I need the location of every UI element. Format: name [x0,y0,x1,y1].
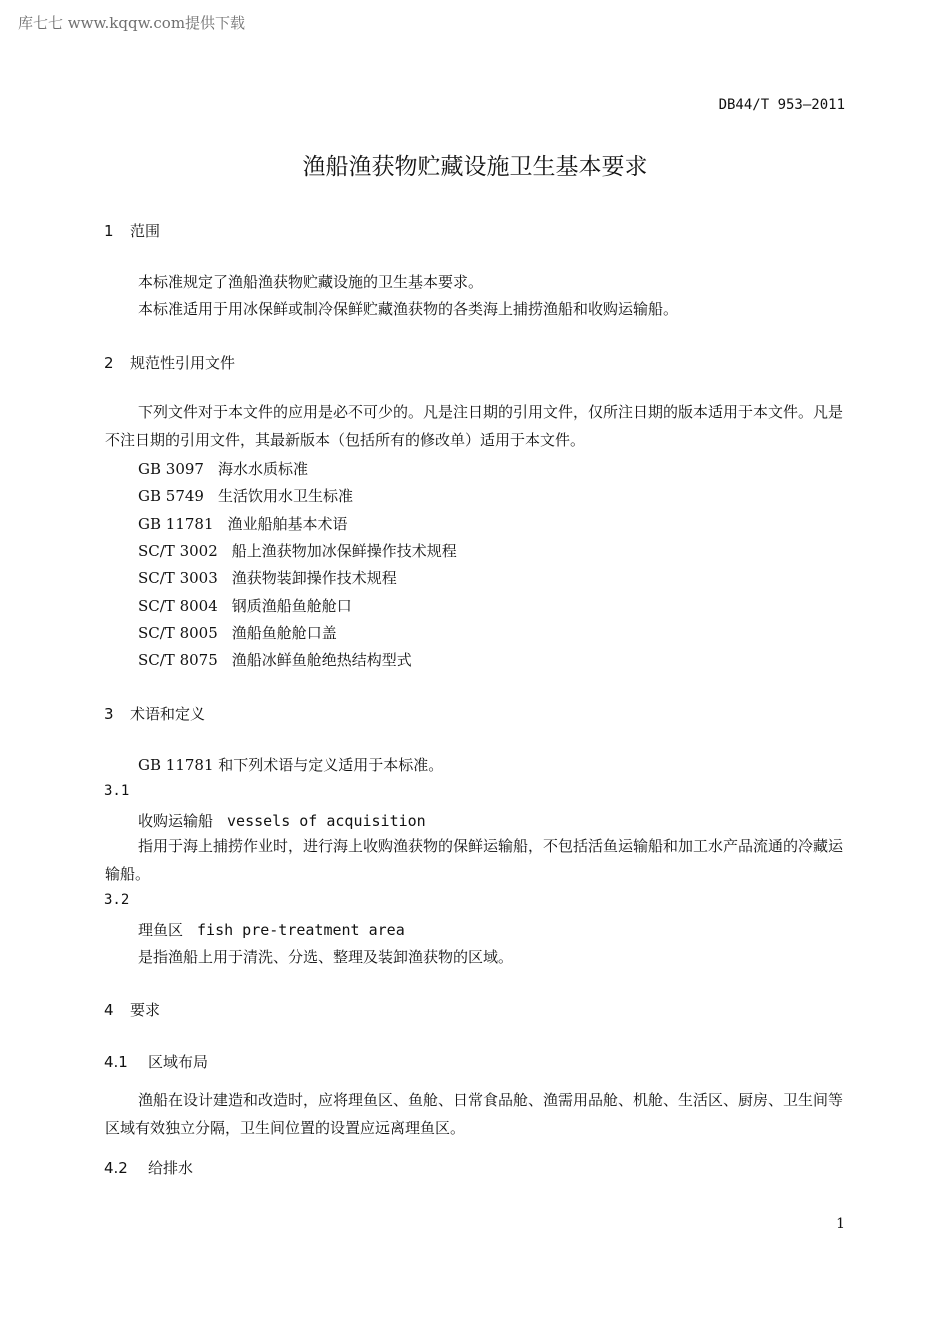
reference-item [138,567,397,588]
section-title: 要求 [130,1001,161,1019]
watermark-text: 库七七 www.kqqw.com提供下载 [18,14,246,32]
page-title: 渔船渔获物贮藏设施卫生基本要求 [302,154,648,180]
paragraph: GB 11781 和下列术语与定义适用于本标准。 [138,756,444,774]
paragraph: 本标准规定了渔船渔获物贮藏设施的卫生基本要求。 [138,273,484,291]
document-number: DB44/T 953—2011 [718,97,845,113]
section-title: 规范性引用文件 [130,354,236,372]
reference-name: 钢质渔船鱼舱舱口 [231,597,352,615]
paragraph: 下列文件对于本文件的应用是必不可少的。凡是注日期的引用文件，仅所注日期的版本适用于本文件。凡是不注日期的引用文件，其最新版本（包括所有的修改单）适用于本文件。 [105,403,844,449]
subsection-number: 4.2 [104,1159,128,1177]
reference-code: SC/T 8075 [138,651,218,669]
section-number: 1 [104,222,114,240]
reference-code: SC/T 3002 [138,542,218,560]
page-number: 1 [836,1216,845,1232]
term-number: 3.2 [104,892,130,908]
section-title: 范围 [130,222,161,240]
reference-name: 渔船冰鲜鱼舱绝热结构型式 [231,651,412,669]
subsection-4-1-heading [104,1051,208,1072]
term-definition: 指用于海上捕捞作业时，进行海上收购渔获物的保鲜运输船，不包括活鱼运输船和加工水产品流通的冷藏运输船。 [105,837,844,883]
reference-name: 渔业船舶基本术语 [227,515,348,533]
term-chinese: 收购运输船 [138,812,214,830]
reference-name: 海水水质标准 [217,460,308,478]
reference-item [138,649,412,670]
reference-name: 渔获物装卸操作技术规程 [231,569,397,587]
reference-code: SC/T 8004 [138,597,218,615]
reference-item [138,513,348,534]
term-english: vessels of acquisition [227,812,426,830]
reference-name: 船上渔获物加冰保鲜操作技术规程 [231,542,457,560]
reference-item [138,622,337,643]
paragraph: 渔船在设计建造和改造时，应将理鱼区、鱼舱、日常食品舱、渔需用品舱、机舱、生活区、厨房、卫生间等区域有效独立分隔，卫生间位置的设置应远离理鱼区。 [105,1091,844,1137]
term-number: 3.1 [104,783,130,799]
section-number: 4 [104,1001,114,1019]
term-chinese: 理鱼区 [138,921,184,939]
section-1-heading [104,220,160,241]
reference-code: GB 3097 [138,460,204,478]
term-entry [138,810,426,831]
section-number: 3 [104,705,114,723]
term-english: fish pre-treatment area [197,921,405,939]
section-2-heading [104,352,235,373]
section-number: 2 [104,354,114,372]
section-3-heading [104,703,205,724]
subsection-title: 给排水 [148,1159,194,1177]
reference-code: SC/T 8005 [138,624,218,642]
reference-item [138,458,308,479]
reference-code: GB 11781 [138,515,214,533]
reference-item [138,485,353,506]
paragraph: 本标准适用于用冰保鲜或制冷保鲜贮藏渔获物的各类海上捕捞渔船和收购运输船。 [138,300,679,318]
subsection-4-2-heading [104,1157,193,1178]
reference-item [138,540,457,561]
subsection-title: 区域布局 [148,1053,209,1071]
term-entry [138,919,405,940]
section-title: 术语和定义 [130,705,206,723]
reference-name: 渔船鱼舱舱口盖 [231,624,337,642]
reference-name: 生活饮用水卫生标准 [217,487,353,505]
reference-code: SC/T 3003 [138,569,218,587]
reference-item [138,595,352,616]
reference-code: GB 5749 [138,487,204,505]
term-definition: 是指渔船上用于清洗、分选、整理及装卸渔获物的区域。 [138,948,514,966]
section-4-heading [104,999,160,1020]
subsection-number: 4.1 [104,1053,128,1071]
